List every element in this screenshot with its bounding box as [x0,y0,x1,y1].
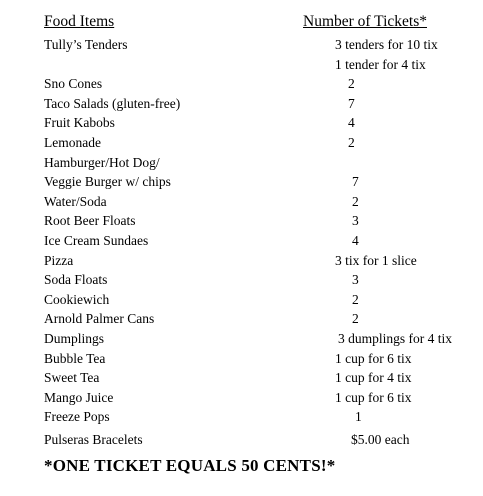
table-row [0,349,483,369]
food-item-label: Water/Soda [44,193,107,209]
food-item-label: Veggie Burger w/ chips [44,174,171,190]
column-header-food-items: Food Items [44,13,115,30]
table-row [0,172,483,192]
food-item-label: Tully’s Tenders [44,37,128,52]
table-row [0,251,483,271]
ticket-count: 1 tender for 4 tix [335,56,426,72]
food-item-label: Arnold Palmer Cans [44,311,155,327]
table-row [0,192,483,212]
food-item-label: Cookiewich [44,291,110,307]
column-header-number-of-tickets: Number of Tickets* [303,13,427,30]
ticket-count: 7 [352,174,359,190]
table-row [0,388,483,408]
table-row [0,407,483,427]
food-item-label: Dumplings [44,330,105,346]
ticket-count: 3 tenders for 10 tix [335,37,438,52]
food-item-label: Ice Cream Sundaes [44,232,149,248]
table-row [0,74,483,94]
ticket-count: 2 [348,134,355,150]
table-row [0,329,483,349]
table-row [0,427,483,449]
ticket-count: 1 cup for 6 tix [335,350,412,366]
food-item-label: Sno Cones [44,76,103,92]
food-items-table [0,35,483,449]
ticket-count: 3 dumplings for 4 tix [338,330,452,346]
table-row [0,35,483,55]
ticket-count: 4 [352,232,359,248]
table-row [0,309,483,329]
ticket-count: 2 [352,311,359,327]
food-item-label: Freeze Pops [44,409,110,425]
food-item-label: Bubble Tea [44,350,106,366]
food-item-label: Lemonade [44,134,101,150]
table-row [0,368,483,388]
table-row [0,153,483,173]
table-row [0,270,483,290]
ticket-count: 3 tix for 1 slice [335,252,417,268]
food-item-label: Taco Salads (gluten-free) [44,95,181,111]
table-row [0,133,483,153]
ticket-value-note: *ONE TICKET EQUALS 50 CENTS!* [44,456,336,475]
table-row [0,55,483,75]
ticket-count: 2 [348,76,355,92]
ticket-count: 3 [352,272,359,288]
food-item-label: Pulseras Bracelets [44,431,143,447]
table-row [0,94,483,114]
ticket-count: 7 [348,95,355,111]
ticket-count: $5.00 each [351,431,410,447]
ticket-count: 3 [352,213,359,229]
ticket-count: 4 [348,115,355,131]
food-item-label: Fruit Kabobs [44,115,115,131]
ticket-count: 2 [352,193,359,209]
table-row [0,290,483,310]
food-item-label: Root Beer Floats [44,213,136,229]
food-item-label: Pizza [44,252,74,268]
ticket-count: 1 [355,409,362,425]
table-row [0,113,483,133]
food-item-label: Mango Juice [44,389,114,405]
ticket-count: 1 cup for 4 tix [335,370,412,386]
table-row [0,211,483,231]
ticket-count: 1 cup for 6 tix [335,389,412,405]
ticket-count: 2 [352,291,359,307]
table-row [0,231,483,251]
food-item-label: Hamburger/Hot Dog/ [44,154,160,170]
food-item-label: Soda Floats [44,272,108,288]
food-item-label: Sweet Tea [44,370,100,386]
